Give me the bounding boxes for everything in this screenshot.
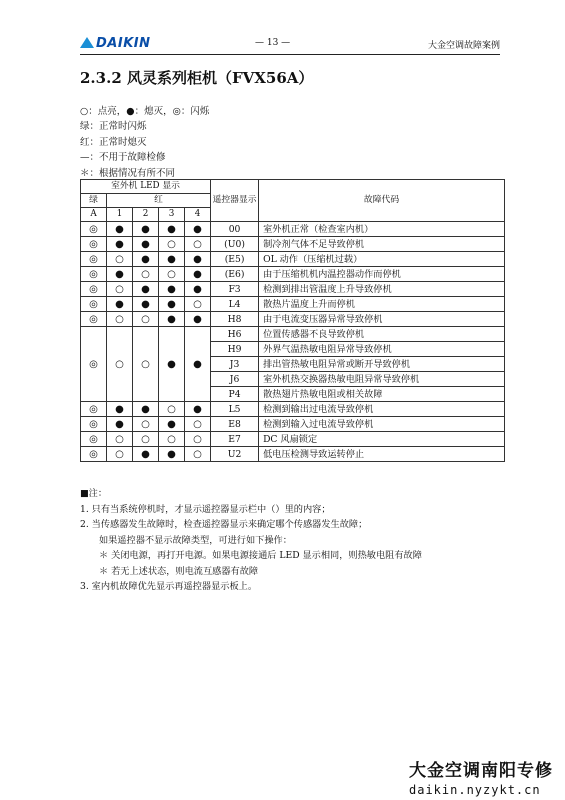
remote-code-cell: (U0)	[211, 237, 259, 252]
header-remote-display: 遥控器显示	[211, 180, 259, 222]
led-status-cell: ●	[185, 222, 211, 237]
led-status-cell: ◎	[81, 312, 107, 327]
fault-description-cell: 散热翅片热敏电阻或相关故障	[259, 387, 505, 402]
led-status-cell: ●	[107, 297, 133, 312]
led-status-cell: ●	[159, 282, 185, 297]
led-status-cell: ○	[107, 282, 133, 297]
remote-code-cell: 00	[211, 222, 259, 237]
led-status-cell: ●	[185, 282, 211, 297]
header-green: 绿	[81, 194, 107, 208]
led-status-cell: ◎	[81, 222, 107, 237]
table-row	[81, 402, 505, 417]
fault-description-cell: 外界气温热敏电阻异常导致停机	[259, 342, 505, 357]
header-led-2: 2	[133, 208, 159, 222]
remote-code-cell: (E6)	[211, 267, 259, 282]
fault-description-cell: 检测到排出管温度上升导致停机	[259, 282, 505, 297]
header-led-1: 1	[107, 208, 133, 222]
led-status-cell: ◎	[81, 327, 107, 402]
led-status-cell: ●	[133, 222, 159, 237]
remote-code-cell: L4	[211, 297, 259, 312]
remote-code-cell: H6	[211, 327, 259, 342]
remote-code-cell: L5	[211, 402, 259, 417]
fault-code-table	[80, 179, 505, 462]
fault-description-cell: 位置传感器不良导致停机	[259, 327, 505, 342]
led-status-cell: ●	[185, 252, 211, 267]
watermark	[409, 756, 553, 797]
section-title: 2.3.2 风灵系列柜机（FVX56A）	[80, 69, 314, 87]
fault-description-cell: 低电压检测导致运转停止	[259, 447, 505, 462]
led-status-cell: ●	[133, 402, 159, 417]
led-status-cell: ●	[107, 402, 133, 417]
led-status-cell: ○	[185, 447, 211, 462]
led-status-cell: ○	[133, 312, 159, 327]
notes-title: ■注：	[80, 488, 108, 499]
remote-code-cell: J6	[211, 372, 259, 387]
led-status-cell: ●	[133, 282, 159, 297]
led-status-cell: ●	[185, 267, 211, 282]
remote-code-cell: U2	[211, 447, 259, 462]
watermark-title: 大金空调南阳专修	[409, 761, 553, 781]
led-status-cell: ○	[159, 237, 185, 252]
led-status-cell: ○	[133, 432, 159, 447]
fault-description-cell: 制冷剂气体不足导致停机	[259, 237, 505, 252]
led-status-cell: ●	[159, 252, 185, 267]
led-status-cell: ◎	[81, 282, 107, 297]
note-line: ＊ 若无上述状态，则电流互感器有故障	[99, 565, 259, 577]
note-line: ＊ 关闭电源，再打开电源。如果电源接通后 LED 显示相同，则热敏电阻有故障	[99, 550, 422, 561]
table-row	[81, 312, 505, 327]
led-status-cell: ○	[133, 327, 159, 402]
legend-dash: —：不用于故障检修	[80, 152, 166, 164]
fault-description-cell: DC 风扇锁定	[259, 432, 505, 447]
table-row	[81, 447, 505, 462]
led-status-cell: ●	[107, 267, 133, 282]
header-led-4: 4	[185, 208, 211, 222]
led-status-cell: ●	[159, 222, 185, 237]
note-line: 2. 当传感器发生故障时，检查遥控器显示来确定哪个传感器发生故障；	[80, 519, 368, 530]
fault-description-cell: 检测到输出过电流导致停机	[259, 402, 505, 417]
led-status-cell: ○	[107, 447, 133, 462]
page-header	[80, 36, 500, 55]
table-row	[81, 267, 505, 282]
table-row	[81, 222, 505, 237]
led-status-cell: ○	[107, 432, 133, 447]
remote-code-cell: P4	[211, 387, 259, 402]
fault-description-cell: OL 动作（压缩机过载）	[259, 252, 505, 267]
table-row	[81, 417, 505, 432]
led-status-cell: ●	[159, 297, 185, 312]
led-status-cell: ●	[133, 237, 159, 252]
legend-red: 红：正常时熄灭	[80, 136, 147, 148]
fault-description-cell: 由于压缩机机内温控器动作而停机	[259, 267, 505, 282]
daikin-logo-icon	[80, 37, 94, 48]
led-status-cell: ●	[107, 222, 133, 237]
led-status-cell: ◎	[81, 267, 107, 282]
fault-description-cell: 散热片温度上升而停机	[259, 297, 505, 312]
led-status-cell: ●	[185, 402, 211, 417]
remote-code-cell: E7	[211, 432, 259, 447]
remote-code-cell: (E5)	[211, 252, 259, 267]
led-status-cell: ○	[185, 417, 211, 432]
remote-code-cell: H9	[211, 342, 259, 357]
led-status-cell: ◎	[81, 252, 107, 267]
document-title: 大金空调故障案例	[427, 41, 500, 51]
led-status-cell: ○	[185, 432, 211, 447]
notes	[80, 486, 422, 595]
led-status-cell: ◎	[81, 297, 107, 312]
led-status-cell: ○	[185, 237, 211, 252]
remote-code-cell: H8	[211, 312, 259, 327]
remote-code-cell: F3	[211, 282, 259, 297]
table-row	[81, 237, 505, 252]
led-status-cell: ●	[107, 237, 133, 252]
fault-description-cell: 室外机热交换器热敏电阻异常导致停机	[259, 372, 505, 387]
table-row	[81, 252, 505, 267]
led-status-cell: ○	[107, 327, 133, 402]
note-line: 1. 只有当系统停机时，才显示遥控器显示栏中（）里的内容；	[80, 503, 331, 515]
led-status-cell: ●	[133, 447, 159, 462]
note-line: 如果遥控器不显示故障类型，可进行如下操作：	[99, 534, 292, 546]
legend-asterisk: ＊：根据情况有所不同	[80, 167, 176, 179]
led-status-cell: ○	[107, 252, 133, 267]
led-status-cell: ●	[133, 297, 159, 312]
led-status-cell: ○	[159, 432, 185, 447]
table-row	[81, 327, 505, 342]
led-status-cell: ●	[159, 327, 185, 402]
led-status-cell: ○	[159, 267, 185, 282]
header-red: 红	[107, 194, 211, 208]
note-line: 3. 室内机故障优先显示再遥控器显示板上。	[80, 581, 258, 592]
led-status-cell: ●	[185, 327, 211, 402]
led-status-cell: ●	[133, 252, 159, 267]
table-row	[81, 297, 505, 312]
header-fault-code: 故障代码	[259, 180, 505, 222]
legend-symbols: ○：点亮，●：熄灭，◎：闪烁	[80, 106, 210, 117]
table-row	[81, 282, 505, 297]
led-status-cell: ○	[159, 402, 185, 417]
led-status-cell: ◎	[81, 402, 107, 417]
led-status-cell: ●	[185, 312, 211, 327]
logo-text: DAIKIN	[96, 36, 151, 51]
fault-description-cell: 由于电流变压器异常导致停机	[259, 312, 505, 327]
legend-green: 绿：正常时闪烁	[80, 121, 147, 133]
led-status-cell: ○	[185, 297, 211, 312]
led-status-cell: ○	[107, 312, 133, 327]
header-led-3: 3	[159, 208, 185, 222]
fault-description-cell: 检测到输入过电流导致停机	[259, 417, 505, 432]
header-outdoor-led: 室外机 LED 显示	[81, 180, 211, 194]
daikin-logo	[80, 36, 150, 51]
fault-description-cell: 排出管热敏电阻异常或断开导致停机	[259, 357, 505, 372]
table-row	[81, 432, 505, 447]
led-status-cell: ●	[159, 312, 185, 327]
led-status-cell: ○	[133, 267, 159, 282]
led-status-cell: ●	[159, 417, 185, 432]
remote-code-cell: E8	[211, 417, 259, 432]
legend	[80, 104, 209, 181]
led-status-cell: ●	[159, 447, 185, 462]
led-status-cell: ●	[107, 417, 133, 432]
led-status-cell: ◎	[81, 447, 107, 462]
remote-code-cell: J3	[211, 357, 259, 372]
page-number: — 13 —	[255, 38, 291, 48]
watermark-url: daikin.nyzykt.cn	[409, 783, 541, 797]
fault-description-cell: 室外机正常（检查室内机）	[259, 222, 505, 237]
header-led-a: A	[81, 208, 107, 222]
led-status-cell: ◎	[81, 417, 107, 432]
led-status-cell: ◎	[81, 237, 107, 252]
led-status-cell: ○	[133, 417, 159, 432]
led-status-cell: ◎	[81, 432, 107, 447]
